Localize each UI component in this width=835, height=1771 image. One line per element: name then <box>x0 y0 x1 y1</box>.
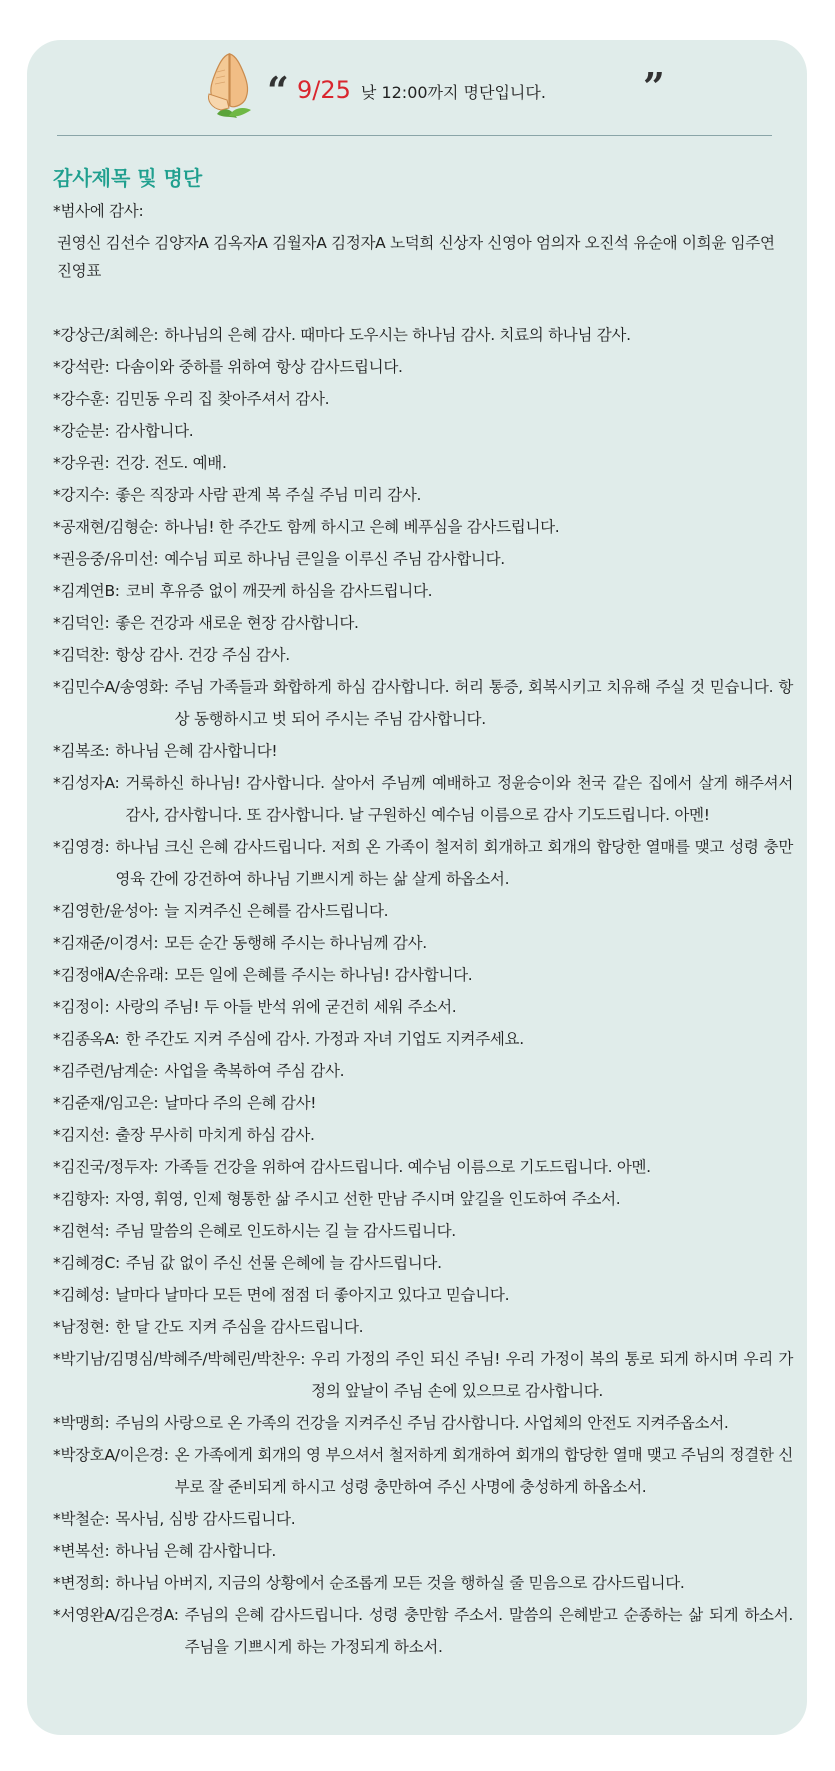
entry-name: *김현석: <box>53 1222 110 1240</box>
list-item <box>53 543 793 575</box>
entry-text: 좋은 직장과 사람 관계 복 주실 주님 미리 감사. <box>115 486 422 504</box>
entry-text: 하나님 크신 은혜 감사드립니다. 저희 온 가족이 철저히 회개하고 회개의 합당한 열매를 맺고 성령 충만 영육 간에 강건하여 하나님 기쁘시게 하는 삶 살게 하옵소서. <box>115 838 793 888</box>
entry-name: *김재준/이경서: <box>53 934 159 952</box>
list-item <box>53 1023 793 1055</box>
entry-name: *박장호A/이은경: <box>53 1446 169 1464</box>
prayer-list <box>53 195 793 1663</box>
entry-name: *김혜경C: <box>53 1254 120 1272</box>
entry-text: 날마다 날마다 모든 면에 점점 더 좋아지고 있다고 믿습니다. <box>115 1286 510 1304</box>
list-item <box>53 575 793 607</box>
list-item <box>53 1407 793 1439</box>
entry-text: 모든 순간 동행해 주시는 하나님께 감사. <box>164 934 427 952</box>
list-item <box>53 1279 793 1311</box>
entry-text: 사랑의 주님! 두 아들 반석 위에 굳건히 세워 주소서. <box>115 998 457 1016</box>
entry-name: *김복조: <box>53 742 110 760</box>
entry-text: 예수님 피로 하나님 큰일을 이루신 주님 감사합니다. <box>164 550 505 568</box>
entry-text: 다솜이와 중하를 위하여 항상 감사드립니다. <box>115 358 403 376</box>
entry-text: 주님의 사랑으로 온 가족의 건강을 지켜주신 주님 감사합니다. 사업체의 안전도 지켜주옵소서. <box>115 1414 729 1432</box>
entry-name: *강석란: <box>53 358 110 376</box>
list-item <box>53 1343 793 1407</box>
list-item <box>53 991 793 1023</box>
entry-name: *권응중/유미선: <box>53 550 159 568</box>
entry-text: 항상 감사. 건강 주심 감사. <box>115 646 290 664</box>
entry-text: 주님 말씀의 은혜로 인도하시는 길 늘 감사드립니다. <box>115 1222 456 1240</box>
list-item <box>53 959 793 991</box>
list-item <box>53 927 793 959</box>
entry-text: 거룩하신 하나님! 감사합니다. 살아서 주님께 예배하고 정윤승이와 천국 같은 집에서 살게 해주셔서 감사, 감사합니다. 또 감사합니다. 날 구원하신 예수님 이름으로 감사 기도드립니다. 아멘! <box>125 774 793 824</box>
header-divider <box>57 135 772 136</box>
list-item <box>53 479 793 511</box>
entry-name: *김진국/정두자: <box>53 1158 159 1176</box>
entry-text: 자영, 휘영, 인제 형통한 삶 주시고 선한 만남 주시며 앞길을 인도하여 주소서. <box>115 1190 621 1208</box>
entry-text: 한 주간도 지켜 주심에 감사. 가정과 자녀 기업도 지켜주세요. <box>125 1030 524 1048</box>
entry-text: 우리 가정의 주인 되신 주님! 우리 가정이 복의 통로 되게 하시며 우리 가정의 앞날이 주님 손에 있으므로 감사합니다. <box>311 1350 793 1400</box>
entry-name: *남정현: <box>53 1318 110 1336</box>
entry-name: *김혜성: <box>53 1286 110 1304</box>
entry-name: *강상근/최혜은: <box>53 326 159 344</box>
list-item <box>53 1247 793 1279</box>
entry-name: *김종옥A: <box>53 1030 120 1048</box>
list-item <box>53 1087 793 1119</box>
list-item <box>53 639 793 671</box>
entry-text: 출장 무사히 마치게 하심 감사. <box>115 1126 315 1144</box>
list-item <box>53 447 793 479</box>
entry-text: 주님 값 없이 주신 선물 은혜에 늘 감사드립니다. <box>125 1254 442 1272</box>
deadline-text: 낮 12:00까지 명단입니다. <box>360 83 546 102</box>
entry-name: *김주련/남계순: <box>53 1062 159 1080</box>
list-item <box>53 671 793 735</box>
entry-name: *강수훈: <box>53 390 110 408</box>
spacer <box>53 285 793 319</box>
entry-name: *김준재/임고은: <box>53 1094 159 1112</box>
entry-list <box>53 319 793 1663</box>
list-item <box>53 1439 793 1503</box>
entry-name: *강순분: <box>53 422 110 440</box>
list-item <box>53 735 793 767</box>
entry-text: 주님의 은혜 감사드립니다. 성령 충만함 주소서. 말씀의 은혜받고 순종하는 삶 되게 하소서. 주님을 기쁘시게 하는 가정되게 하소서. <box>184 1606 793 1656</box>
entry-text: 사업을 축복하여 주심 감사. <box>164 1062 345 1080</box>
entry-text: 가족들 건강을 위하여 감사드립니다. 예수님 이름으로 기도드립니다. 아멘. <box>164 1158 651 1176</box>
entry-text: 온 가족에게 회개의 영 부으셔서 철저하게 회개하여 회개의 합당한 열매 맺고 주님의 정결한 신부로 잘 준비되게 하시고 성령 충만하여 주신 사명에 충성하게 하옵소서. <box>174 1446 793 1496</box>
entry-name: *변복선: <box>53 1542 110 1560</box>
entry-text: 하나님 은혜 감사합니다. <box>115 1542 277 1560</box>
entry-text: 하나님의 은혜 감사. 때마다 도우시는 하나님 감사. 치료의 하나님 감사. <box>164 326 631 344</box>
entry-name: *변정희: <box>53 1574 110 1592</box>
entry-name: *박기남/김명심/박혜주/박혜린/박찬우: <box>53 1350 306 1368</box>
entry-name: *김영한/윤성아: <box>53 902 159 920</box>
entry-name: *김정애A/손유래: <box>53 966 169 984</box>
list-item <box>53 1215 793 1247</box>
list-item <box>53 1151 793 1183</box>
entry-name: *김덕찬: <box>53 646 110 664</box>
entry-text: 건강. 전도. 예배. <box>115 454 227 472</box>
entry-text: 목사님, 심방 감사드립니다. <box>115 1510 296 1528</box>
entry-name: *김민수A/송영화: <box>53 678 169 696</box>
list-item <box>53 383 793 415</box>
list-item <box>53 767 793 831</box>
list-item <box>53 415 793 447</box>
entry-text: 늘 지켜주신 은혜를 감사드립니다. <box>164 902 389 920</box>
list-item <box>53 1311 793 1343</box>
entry-name: *김향자: <box>53 1190 110 1208</box>
list-item <box>53 511 793 543</box>
list-item <box>53 895 793 927</box>
list-item <box>53 319 793 351</box>
list-item <box>53 1599 793 1663</box>
bumsa-label: *범사에 감사: <box>53 202 144 220</box>
list-item <box>53 1119 793 1151</box>
entry-name: *박철순: <box>53 1510 110 1528</box>
deadline-date: 9/25 <box>297 76 351 104</box>
list-item <box>53 1503 793 1535</box>
entry-text: 한 달 간도 지켜 주심을 감사드립니다. <box>115 1318 364 1336</box>
close-quote: ” <box>643 64 665 109</box>
entry-text: 좋은 건강과 새로운 현장 감사합니다. <box>115 614 359 632</box>
entry-text: 모든 일에 은혜를 주시는 하나님! 감사합니다. <box>174 966 473 984</box>
entry-name: *공재현/김형순: <box>53 518 159 536</box>
section-title: 감사제목 및 명단 <box>53 166 203 190</box>
entry-name: *김계연B: <box>53 582 120 600</box>
entry-text: 주님 가족들과 화합하게 하심 감사합니다. 허리 통증, 회복시키고 치유해 주실 것 믿습니다. 항상 동행하시고 벗 되어 주시는 주님 감사합니다. <box>174 678 793 728</box>
entry-text: 하나님 아버지, 지금의 상황에서 순조롭게 모든 것을 행하실 줄 믿음으로 감사드립니다. <box>115 1574 685 1592</box>
entry-name: *강지수: <box>53 486 110 504</box>
entry-name: *김지선: <box>53 1126 110 1144</box>
entry-text: 날마다 주의 은혜 감사! <box>164 1094 317 1112</box>
list-item <box>53 831 793 895</box>
entry-name: *박맹희: <box>53 1414 110 1432</box>
entry-text: 감사합니다. <box>115 422 194 440</box>
prayer-list-card <box>27 40 807 1735</box>
entry-name: *김성자A: <box>53 774 120 792</box>
deadline-notice <box>297 76 546 104</box>
list-item <box>53 1535 793 1567</box>
entry-name: *강우권: <box>53 454 110 472</box>
entry-text: 하나님! 한 주간도 함께 하시고 은혜 베푸심을 감사드립니다. <box>164 518 560 536</box>
list-item <box>53 607 793 639</box>
entry-name: *김영경: <box>53 838 110 856</box>
list-item <box>53 1567 793 1599</box>
praying-hands-icon <box>199 48 257 120</box>
list-item <box>53 1055 793 1087</box>
entry-text: 김민동 우리 집 찾아주셔서 감사. <box>115 390 330 408</box>
bumsa-names: 권영신 김선수 김양자A 김옥자A 김월자A 김정자A 노덕희 신상자 신영아 엄의자 오진석 유순애 이희윤 임주연 진영표 <box>57 234 775 280</box>
entry-name: *서영완A/김은경A: <box>53 1606 179 1624</box>
entry-name: *김정이: <box>53 998 110 1016</box>
list-item <box>53 351 793 383</box>
list-item <box>53 1183 793 1215</box>
entry-name: *김덕인: <box>53 614 110 632</box>
notice-header <box>27 40 807 135</box>
entry-text: 코비 후유증 없이 깨끗케 하심을 감사드립니다. <box>125 582 433 600</box>
entry-text: 하나님 은혜 감사합니다! <box>115 742 278 760</box>
open-quote: “ <box>267 68 289 113</box>
